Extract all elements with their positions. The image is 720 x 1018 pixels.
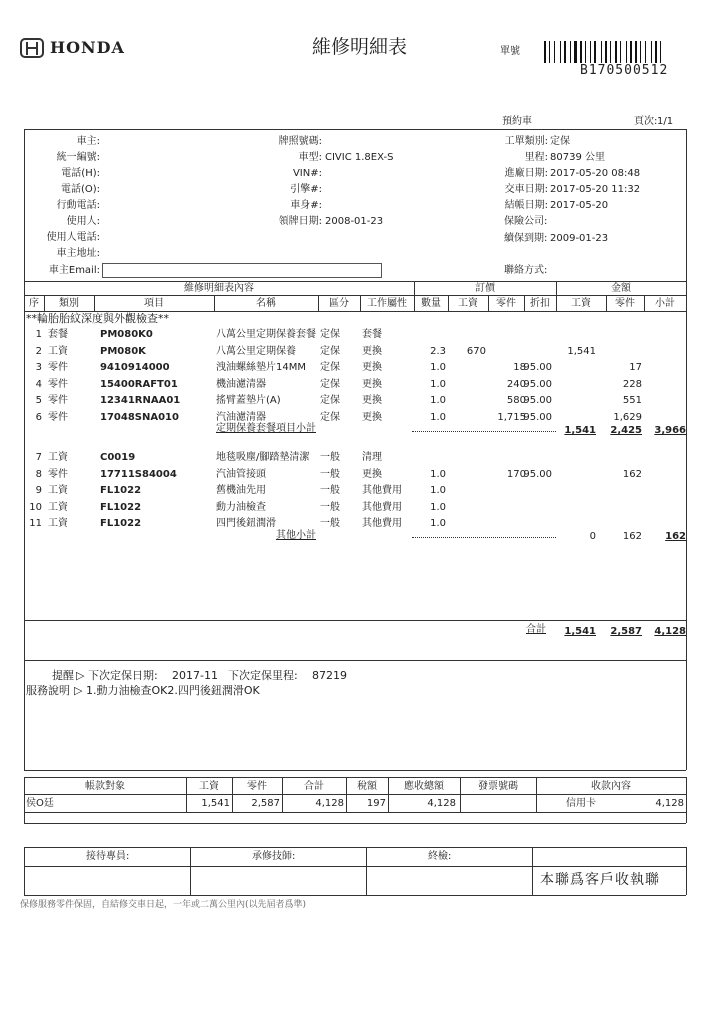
owner-email-label: 車主Email: <box>48 265 100 276</box>
row-section: 定保 <box>320 329 340 340</box>
vin-label: VIN#: <box>292 168 322 179</box>
license-date-label: 領牌日期: <box>278 216 322 227</box>
row-seq: 7 <box>35 452 42 463</box>
pay-col-labor: 工資 <box>199 781 219 792</box>
row-name: 機油濾清器 <box>216 378 266 390</box>
row-section: 一般 <box>320 518 340 529</box>
engine-label: 引擎#: <box>290 184 322 195</box>
reminder-label: 提醒 <box>52 669 74 682</box>
row-parts: 1,715 <box>497 411 526 423</box>
row-category: 零件 <box>48 411 68 423</box>
row-work: 更換 <box>362 378 382 390</box>
row-qty: 1.0 <box>430 518 446 529</box>
row-seq: 1 <box>35 329 42 340</box>
subtotal-b-label: 其他小計 <box>276 530 316 541</box>
technician-label: 承修技師: <box>252 851 296 862</box>
row-item: FL1022 <box>100 485 142 496</box>
group-amount: 金額 <box>611 283 631 294</box>
col-parts: 零件 <box>496 298 516 309</box>
col-labor: 工資 <box>458 298 478 309</box>
row-discount: 95.00 <box>523 468 552 480</box>
row-amt-parts: 162 <box>622 468 642 480</box>
row-section: 定保 <box>320 395 340 406</box>
owner-label: 車主: <box>76 136 100 147</box>
col-work: 工作屬性 <box>367 298 407 309</box>
row-parts: 170 <box>506 468 526 480</box>
pay-col-tax: 稅額 <box>357 781 377 792</box>
group-detail: 維修明細表內容 <box>184 283 254 294</box>
in-date-value: 2017-05-20 08:48 <box>550 168 641 179</box>
row-work: 更換 <box>362 395 382 406</box>
row-name: 汽油管接頭 <box>216 468 266 480</box>
subtotal-a-parts: 2,425 <box>610 425 642 436</box>
row-item: FL1022 <box>100 501 142 513</box>
row-category: 工資 <box>48 345 68 357</box>
row-work: 其他費用 <box>362 518 402 529</box>
order-no-label: 單號 <box>500 46 520 57</box>
user-phone-label: 使用人電話: <box>46 232 100 243</box>
mileage-value: 80739 公里 <box>550 152 605 163</box>
row-work: 其他費用 <box>362 501 402 513</box>
footer-note: 保修服務零件保固，自結修交車日起，一年或二萬公里內(以先屆者爲準) <box>20 900 307 910</box>
row-category: 零件 <box>48 378 68 390</box>
renew-value: 2009-01-23 <box>550 233 609 244</box>
row-section: 定保 <box>320 345 340 357</box>
col-amt-parts: 零件 <box>615 298 635 309</box>
pay-parts: 2,587 <box>251 798 280 809</box>
package-title: **輪胎胎紋深度與外觀檢查** <box>26 312 169 325</box>
next-date-value: 2017-11 <box>172 669 218 682</box>
col-section: 區分 <box>329 298 349 309</box>
col-seq: 序 <box>29 298 39 309</box>
email-field[interactable] <box>102 263 382 278</box>
row-section: 定保 <box>320 378 340 390</box>
total-total: 4,128 <box>654 626 686 637</box>
model-label: 車型: <box>298 152 322 163</box>
plate-label: 牌照號碼: <box>278 136 322 147</box>
pay-method: 信用卡 <box>566 798 596 809</box>
row-parts: 580 <box>506 395 526 406</box>
row-work: 更換 <box>362 468 382 480</box>
row-name: 洩油螺絲墊片14MM <box>216 362 306 373</box>
row-item: 17048SNA010 <box>100 411 179 423</box>
row-seq: 11 <box>29 518 42 529</box>
user-label: 使用人: <box>66 216 100 227</box>
reservation-label: 預約車 <box>502 116 532 127</box>
insurance-label: 保險公司: <box>504 216 548 227</box>
row-category: 零件 <box>48 395 68 406</box>
delivery-date-label: 交車日期: <box>504 184 548 195</box>
row-category: 零件 <box>48 468 68 480</box>
row-qty: 1.0 <box>430 378 446 390</box>
row-seq: 2 <box>35 345 42 357</box>
row-work: 更換 <box>362 362 382 373</box>
row-qty: 1.0 <box>430 411 446 423</box>
row-work: 清理 <box>362 452 382 463</box>
row-work: 更換 <box>362 411 382 423</box>
pay-tax: 197 <box>366 798 386 809</box>
copy-note: 本聯爲客戶收執聯 <box>540 872 660 888</box>
row-amt-parts: 1,629 <box>613 411 642 423</box>
pay-col-received: 收款內容 <box>591 781 631 792</box>
contact-label: 聯絡方式: <box>504 265 548 276</box>
row-seq: 10 <box>29 501 42 513</box>
subtotal-b-total: 162 <box>665 531 686 542</box>
mileage-label: 里程: <box>524 152 548 163</box>
pay-total: 4,128 <box>315 798 344 809</box>
tax-id-label: 統一編號: <box>56 152 100 163</box>
delivery-date-value: 2017-05-20 11:32 <box>550 184 641 195</box>
total-parts: 2,587 <box>610 626 642 637</box>
page-value: 1/1 <box>657 116 674 127</box>
pay-labor: 1,541 <box>201 798 230 809</box>
mobile-label: 行動電話: <box>56 200 100 211</box>
order-type-value: 定保 <box>550 136 570 147</box>
row-qty: 1.0 <box>430 485 446 496</box>
row-name: 八萬公里定期保養 <box>216 345 296 357</box>
next-mileage-label: 下次定保里程: <box>228 669 298 682</box>
pay-amount: 4,128 <box>655 798 684 809</box>
row-category: 工資 <box>48 452 68 463</box>
row-qty: 1.0 <box>430 395 446 406</box>
subtotal-a-labor: 1,541 <box>564 425 596 436</box>
row-work: 其他費用 <box>362 485 402 496</box>
order-type-label: 工單類別: <box>504 136 548 147</box>
row-seq: 3 <box>35 362 42 373</box>
row-name: 動力油檢查 <box>216 501 266 513</box>
col-amt-subtotal: 小計 <box>655 298 675 309</box>
row-category: 工資 <box>48 485 68 496</box>
honda-logo-icon <box>20 38 44 58</box>
order-no: B170500512 <box>580 63 669 78</box>
license-date-value: 2008-01-23 <box>325 216 384 227</box>
row-name: 八萬公里定期保養套餐 <box>216 329 316 340</box>
row-section: 一般 <box>320 452 340 463</box>
row-amt-parts: 17 <box>629 362 642 373</box>
row-qty: 1.0 <box>430 362 446 373</box>
row-item: C0019 <box>100 452 136 463</box>
row-item: PM080K0 <box>100 329 153 340</box>
col-name: 名稱 <box>256 298 276 309</box>
row-category: 工資 <box>48 501 68 513</box>
row-name: 搖臂蓋墊片(A) <box>216 395 281 406</box>
row-name: 四門後鈕潤滑 <box>216 518 276 529</box>
row-amt-parts: 551 <box>622 395 642 406</box>
total-labor: 1,541 <box>564 626 596 637</box>
row-parts: 18 <box>513 362 526 373</box>
row-seq: 9 <box>35 485 42 496</box>
reminder-arrow-icon: ▷ <box>76 669 85 682</box>
row-section: 一般 <box>320 501 340 513</box>
row-section: 定保 <box>320 411 340 423</box>
frame-top <box>24 129 686 130</box>
total-label: 合計 <box>526 624 546 635</box>
row-discount: 95.00 <box>523 411 552 423</box>
row-seq: 6 <box>35 411 42 423</box>
frame-right <box>686 129 687 770</box>
close-date-value: 2017-05-20 <box>550 200 609 211</box>
col-item: 項目 <box>144 298 164 309</box>
row-item: 17711S84004 <box>100 468 177 480</box>
col-amt-labor: 工資 <box>571 298 591 309</box>
table-top-line <box>24 281 686 282</box>
row-labor: 670 <box>466 345 486 357</box>
row-qty: 2.3 <box>430 345 446 357</box>
row-item: PM080K <box>100 345 146 357</box>
subtotal-b-parts: 162 <box>622 531 642 542</box>
pay-col-payer: 帳款對象 <box>85 781 125 792</box>
pay-receivable: 4,128 <box>427 798 456 809</box>
pay-col-receivable: 應收總額 <box>404 781 444 792</box>
next-date-label: 下次定保日期: <box>88 669 158 682</box>
row-category: 套餐 <box>48 329 68 340</box>
row-section: 一般 <box>320 485 340 496</box>
renew-label: 續保到期: <box>504 233 548 244</box>
pay-col-invoice: 發票號碼 <box>478 781 518 792</box>
page-label: 頁次: <box>634 116 658 127</box>
barcode <box>544 41 686 63</box>
phone-h-label: 電話(H): <box>61 168 100 179</box>
row-seq: 5 <box>35 395 42 406</box>
close-date-label: 結帳日期: <box>504 200 548 211</box>
row-name: 地毯吸塵/腳踏墊清潔 <box>216 452 310 463</box>
owner-addr-label: 車主地址: <box>56 248 100 259</box>
subtotal-a-total: 3,966 <box>654 425 686 436</box>
row-discount: 95.00 <box>523 362 552 373</box>
service-text: 1.動力油檢查OK2.四門後鈕潤滑OK <box>86 684 260 697</box>
row-qty: 1.0 <box>430 501 446 513</box>
model-value: CIVIC 1.8EX-S <box>325 152 394 163</box>
row-name: 汽油濾清器 <box>216 411 266 423</box>
row-item: FL1022 <box>100 518 142 529</box>
col-category: 類別 <box>59 298 79 309</box>
row-item: 12341RNAA01 <box>100 395 181 406</box>
row-name: 舊機油先用 <box>216 485 266 496</box>
row-qty: 1.0 <box>430 468 446 480</box>
subtotal-a-label: 定期保養套餐項目小計 <box>216 423 316 434</box>
col-qty: 數量 <box>421 298 441 309</box>
row-section: 定保 <box>320 362 340 373</box>
row-seq: 4 <box>35 378 42 390</box>
row-amt-parts: 228 <box>622 378 642 390</box>
row-discount: 95.00 <box>523 378 552 390</box>
page-title: 維修明細表 <box>312 36 408 58</box>
service-label: 服務說明 <box>26 684 70 697</box>
phone-o-label: 電話(O): <box>60 184 100 195</box>
row-amt-labor: 1,541 <box>567 345 596 357</box>
row-parts: 240 <box>506 378 526 390</box>
pay-payer: 侯O廷 <box>26 798 54 809</box>
row-item: 9410914000 <box>100 362 170 373</box>
pay-col-total: 合計 <box>304 781 324 792</box>
body-label: 車身#: <box>290 200 322 211</box>
row-item: 15400RAFT01 <box>100 378 178 390</box>
receptionist-label: 接待專員: <box>86 851 130 862</box>
row-work: 套餐 <box>362 329 382 340</box>
in-date-label: 進廠日期: <box>504 168 548 179</box>
brand-name: HONDA <box>50 38 125 57</box>
next-mileage-value: 87219 <box>312 669 347 682</box>
row-discount: 95.00 <box>523 395 552 406</box>
row-section: 一般 <box>320 468 340 480</box>
col-discount: 折扣 <box>530 298 550 309</box>
subtotal-b-labor: 0 <box>589 531 596 542</box>
group-price: 訂價 <box>475 283 495 294</box>
service-arrow-icon: ▷ <box>74 684 83 697</box>
row-category: 工資 <box>48 518 68 529</box>
row-work: 更換 <box>362 345 382 357</box>
row-seq: 8 <box>35 468 42 480</box>
row-category: 零件 <box>48 362 68 373</box>
inspection-label: 終檢: <box>428 851 452 862</box>
pay-col-parts: 零件 <box>247 781 267 792</box>
